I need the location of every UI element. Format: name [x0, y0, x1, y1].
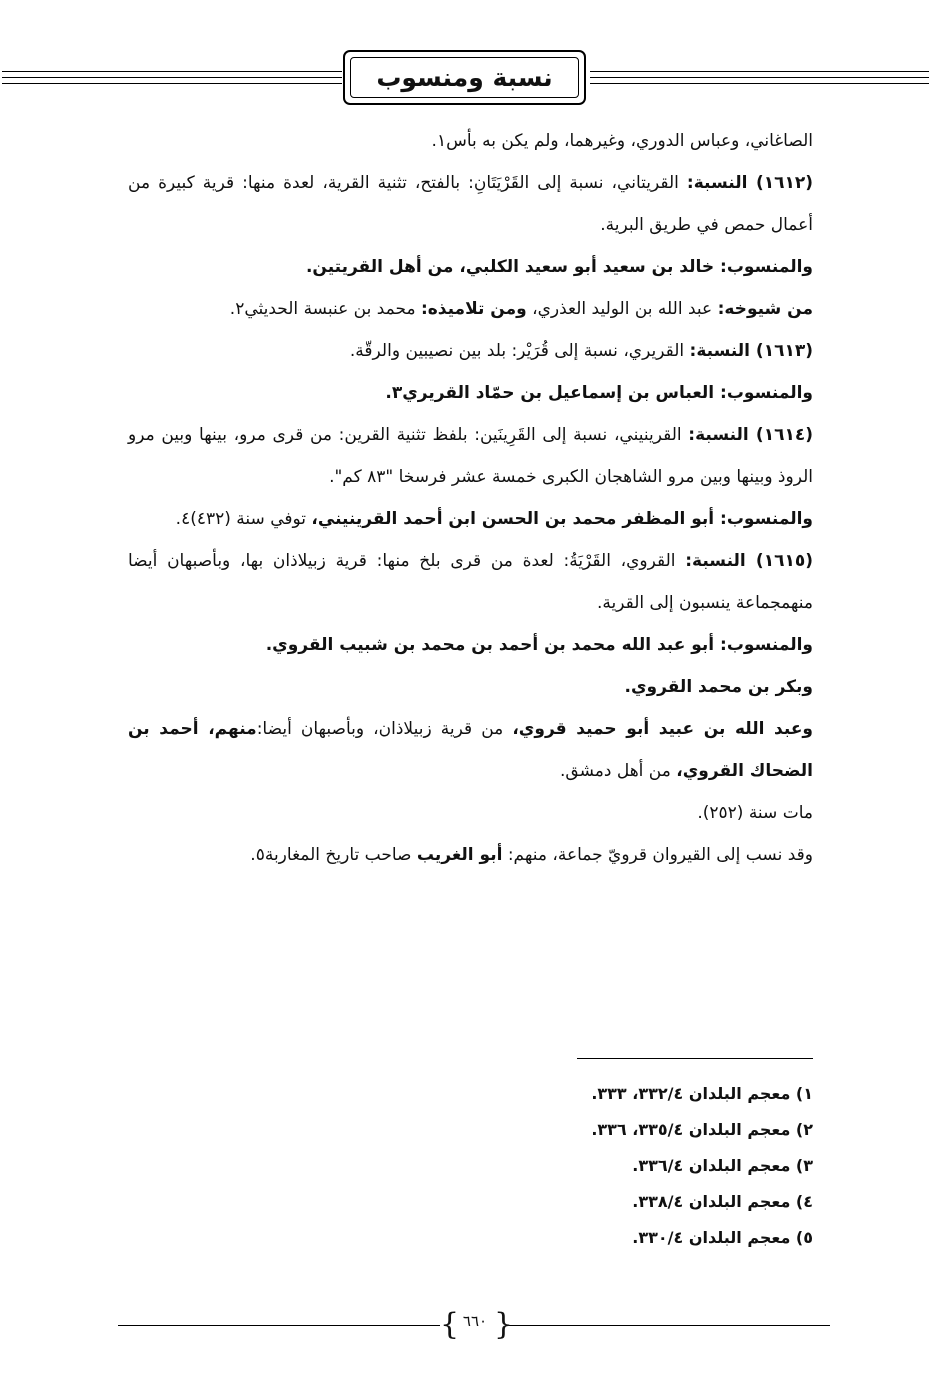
footnote-separator [577, 1058, 813, 1059]
bold-text-run: (١٦١٤) النسبة: [688, 425, 813, 445]
paragraph [128, 162, 813, 246]
header-rule-left-3 [2, 83, 342, 84]
paragraph [128, 498, 813, 540]
text-run: القريري، نسبة إلى قُرَيْر: بلد بين نصيبين والرقّة. [349, 341, 690, 361]
header-rule-right-3 [590, 83, 929, 84]
paragraph [128, 666, 813, 708]
page-number-bracket-right: } [494, 1307, 514, 1342]
header-rule-right-2 [590, 77, 929, 78]
header-title-box [343, 50, 586, 105]
page-number: ٦٦٠ [462, 1312, 488, 1330]
bold-text-run: منهم، أحمد بن الضحاك القروي، [128, 719, 813, 781]
paragraph [128, 120, 813, 162]
header-rule-left-2 [2, 77, 342, 78]
bold-text-run: والمنسوب: خالد بن سعيد أبو سعيد الكلبي، من أهل القريتين. [305, 257, 813, 277]
paragraph [128, 792, 813, 834]
text-run: القريتاني، نسبة إلى القَرْيَتَانِ: بالفتح، تثنية القرية، لعدة منها: قرية كبيرة من أعمال حمص في طريق البرية. [128, 173, 813, 235]
text-run: توفي سنة (٤٣٢)٤. [175, 509, 312, 529]
text-run: من أهل دمشق. [560, 761, 677, 781]
text-run: من قرية زبيلاذان، وبأصبهان أيضا: [256, 719, 513, 739]
header-title-frame [350, 57, 579, 98]
footnote: ٥) معجم البلدان ٣٣٠/٤. [632, 1228, 813, 1247]
bold-text-run: ومن تلاميذه: [420, 299, 527, 319]
paragraph [128, 708, 813, 792]
page-number-rule-right [508, 1325, 830, 1326]
text-run: مات سنة (٢٥٢). [697, 803, 813, 823]
footnotes [591, 1076, 813, 1256]
paragraph [128, 246, 813, 288]
footnote: ٤) معجم البلدان ٣٣٨/٤. [632, 1192, 813, 1211]
header-title: نسبة ومنسوب [376, 63, 553, 92]
text-run: محمد بن عنبسة الحديثي٢. [229, 299, 421, 319]
paragraph [128, 288, 813, 330]
page-number-bracket-left: { [440, 1307, 460, 1342]
page-number-rule-left [118, 1325, 440, 1326]
text-run: وقد نسب إلى القيروان قرويّ جماعة، منهم: [502, 845, 813, 865]
bold-text-run: والمنسوب: أبو عبد الله محمد بن أحمد بن محمد بن شبيب القروي. [265, 635, 813, 655]
footnote: ١) معجم البلدان ٣٣٢/٤، ٣٣٣. [591, 1084, 813, 1103]
text-run: الصاغاني، وعباس الدوري، وغيرهما، ولم يكن به بأس١. [431, 131, 813, 151]
text-run: القروي، القَرْيَةُ: لعدة من قرى بلخ منها: قرية زبيلاذان بها، وبأصبهان أيضا منهمجماعة ينسبون إلى القرية. [128, 551, 813, 613]
text-run: عبد الله بن الوليد العذري، [526, 299, 718, 319]
bold-text-run: وبكر بن محمد القروي. [624, 677, 813, 697]
footnote: ٢) معجم البلدان ٣٣٥/٤، ٣٣٦. [591, 1120, 813, 1139]
bold-text-run: أبو الغريب [416, 845, 503, 865]
bold-text-run: من شيوخه: [717, 299, 813, 319]
paragraph [128, 372, 813, 414]
bold-text-run: وعبد الله بن عبيد أبو حميد قروي، [512, 719, 813, 739]
footnote: ٣) معجم البلدان ٣٣٦/٤. [632, 1156, 813, 1175]
bold-text-run: (١٦١٢) النسبة: [686, 173, 814, 193]
paragraph [128, 834, 813, 876]
header-rule-right-1 [590, 71, 929, 72]
text-run: صاحب تاريخ المغاربة٥. [250, 845, 417, 865]
paragraph [128, 540, 813, 624]
bold-text-run: (١٦١٥) النسبة: [685, 551, 813, 571]
paragraph [128, 414, 813, 498]
paragraph [128, 624, 813, 666]
bold-text-run: والمنسوب: العباس بن إسماعيل بن حمّاد القريري٣. [385, 383, 813, 403]
header-rule-left-1 [2, 71, 342, 72]
page-body [128, 120, 813, 876]
bold-text-run: (١٦١٣) النسبة: [689, 341, 813, 361]
bold-text-run: والمنسوب: أبو المظفر محمد بن الحسن ابن أحمد القرينيني، [311, 509, 813, 529]
paragraph [128, 330, 813, 372]
text-run: القرينيني، نسبة إلى القَرِينَين: بلفظ تثنية القرين: من قرى مرو، بينها وبين مرو الروذ وبينها وبين مرو الشاهجان الكبرى خمسة عشر فرسخا "٨٣ كم". [128, 425, 813, 487]
